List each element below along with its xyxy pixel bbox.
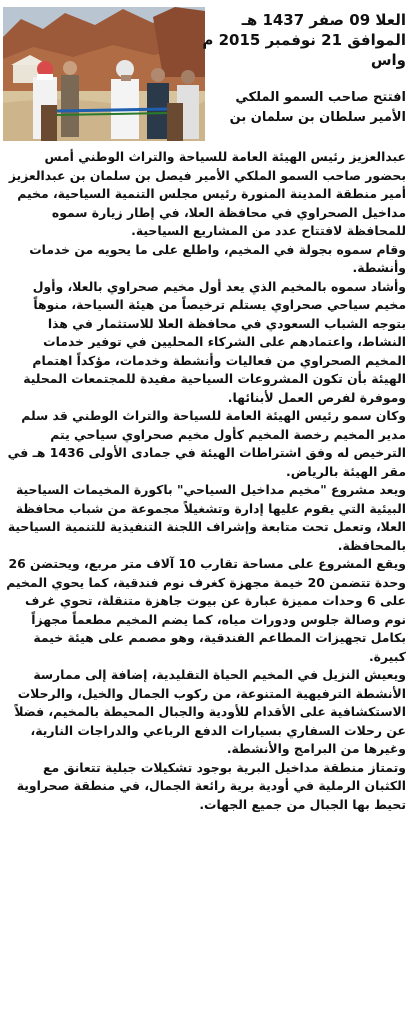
paragraph-tour: وقام سموه بجولة في المخيم، واطلع على ما يحويه من خدمات وأنشطة. bbox=[29, 241, 406, 275]
dateline-gregorian: الموافق 21 نوفمبر 2015 م bbox=[202, 31, 406, 49]
opening-line-1: افتتح صاحب السمو الملكي bbox=[235, 90, 406, 105]
news-photo bbox=[3, 7, 205, 141]
paragraph-activities: ويعيش النزيل في المخيم الحياة التقليدية، إضافة إلى ممارسة الأنشطة الترفيهية المتنوعة، من ركوب الجمال والخيل، والرحلات الاستكشافية على الأقدام للأودية والجبال المحيطة بالمخيم، فضلاً عن رحلات السفاري بسيارات الدفع الرباعي والدراجات النارية، وغيرها من البرامج والأنشطة. bbox=[14, 667, 406, 756]
paragraph-praise: وأشاد سموه بالمخيم الذي يعد أول مخيم صحراوي بالعلا، وأول مخيم سياحي صحراوي يستلم ترخيصاً من هيئة السياحة، منوهاً بتوجه الشباب السعودي في محافظة العلا للاستثمار في هذا النشاط، واعتمادهم على الشركاء المحليين في توفير خدمات المخيم الصحراوي من فعاليات وأنشطة وخدمات، مؤكداً اهتمام الهيئة بأن تكون المشروعات السياحية مفيدة للمجتمعات المحلية وموفرة لفرص العمل لأبنائها. bbox=[23, 278, 406, 405]
paragraph-landscape: وتمتاز منطقة مداخيل البرية بوجود تشكيلات جبلية تتعانق مع الكثبان الرملية في أودية برية رائعة الجمال، في منطقة صحراوية تحيط بها الجبال من جميع الجهات. bbox=[16, 759, 406, 812]
paragraph-intro: عبدالعزيز رئيس الهيئة العامة للسياحة والتراث الوطني أمس بحضور صاحب السمو الملكي الأمير فيصل بن سلمان بن عبدالعزيز أمير منطقة المدينة المنورة رئيس مجلس التنمية السياحية، مخيم مداخيل الصحراوي في محافظة العلا، في إطار زيارة سموه للمحافظة لافتتاح عدد من المشاريع السياحية. bbox=[8, 149, 406, 238]
dateline-source: واس bbox=[370, 51, 406, 69]
paragraph-facilities: ويقع المشروع على مساحة تقارب 10 آلاف متر مربع، ويحتضن 26 وحدة تتضمن 20 خيمة مجهزة كغرف نوم فندقية، كما يحوي المخيم على 6 وحدات مميزة عبارة عن بيوت جاهزة متنقلة، تحوي غرف نوم وصالة جلوس ودورات مياه، كما يضم المخيم مطعماً مجهزاً بكامل تجهيزات المطاعم الفندقية، وهو مصمم على هيئة خيمة كبيرة. bbox=[6, 556, 406, 664]
paragraph-license: وكان سمو رئيس الهيئة العامة للسياحة والتراث الوطني قد سلم مدير المخيم رخصة المخيم كأول مخيم صحراوي سياحي يتم الترخيص له وفق اشتراطات الهيئة في جمادى الأولى 1436 هـ في مقر الهيئة بالرياض. bbox=[7, 408, 406, 479]
paragraph-project: ويعد مشروع "مخيم مداخيل السياحي" باكورة المخيمات السياحية البيئية التي يقوم عليها إدارة وتشغيلاً مجموعة من شباب محافظة العلا، وتعمل تحت متابعة وإشراف اللجنة التنفيذية للتنمية السياحية بالمحافظة. bbox=[7, 482, 406, 553]
dateline bbox=[202, 10, 406, 70]
opening-line-2: الأمير سلطان بن سلمان بن bbox=[229, 110, 406, 125]
dateline-hijri: العلا 09 صفر 1437 هـ bbox=[241, 11, 406, 29]
ribbon-cutting-photo bbox=[3, 7, 205, 141]
article-header bbox=[0, 0, 412, 142]
article-body bbox=[6, 148, 406, 814]
opening-lines bbox=[208, 88, 406, 128]
